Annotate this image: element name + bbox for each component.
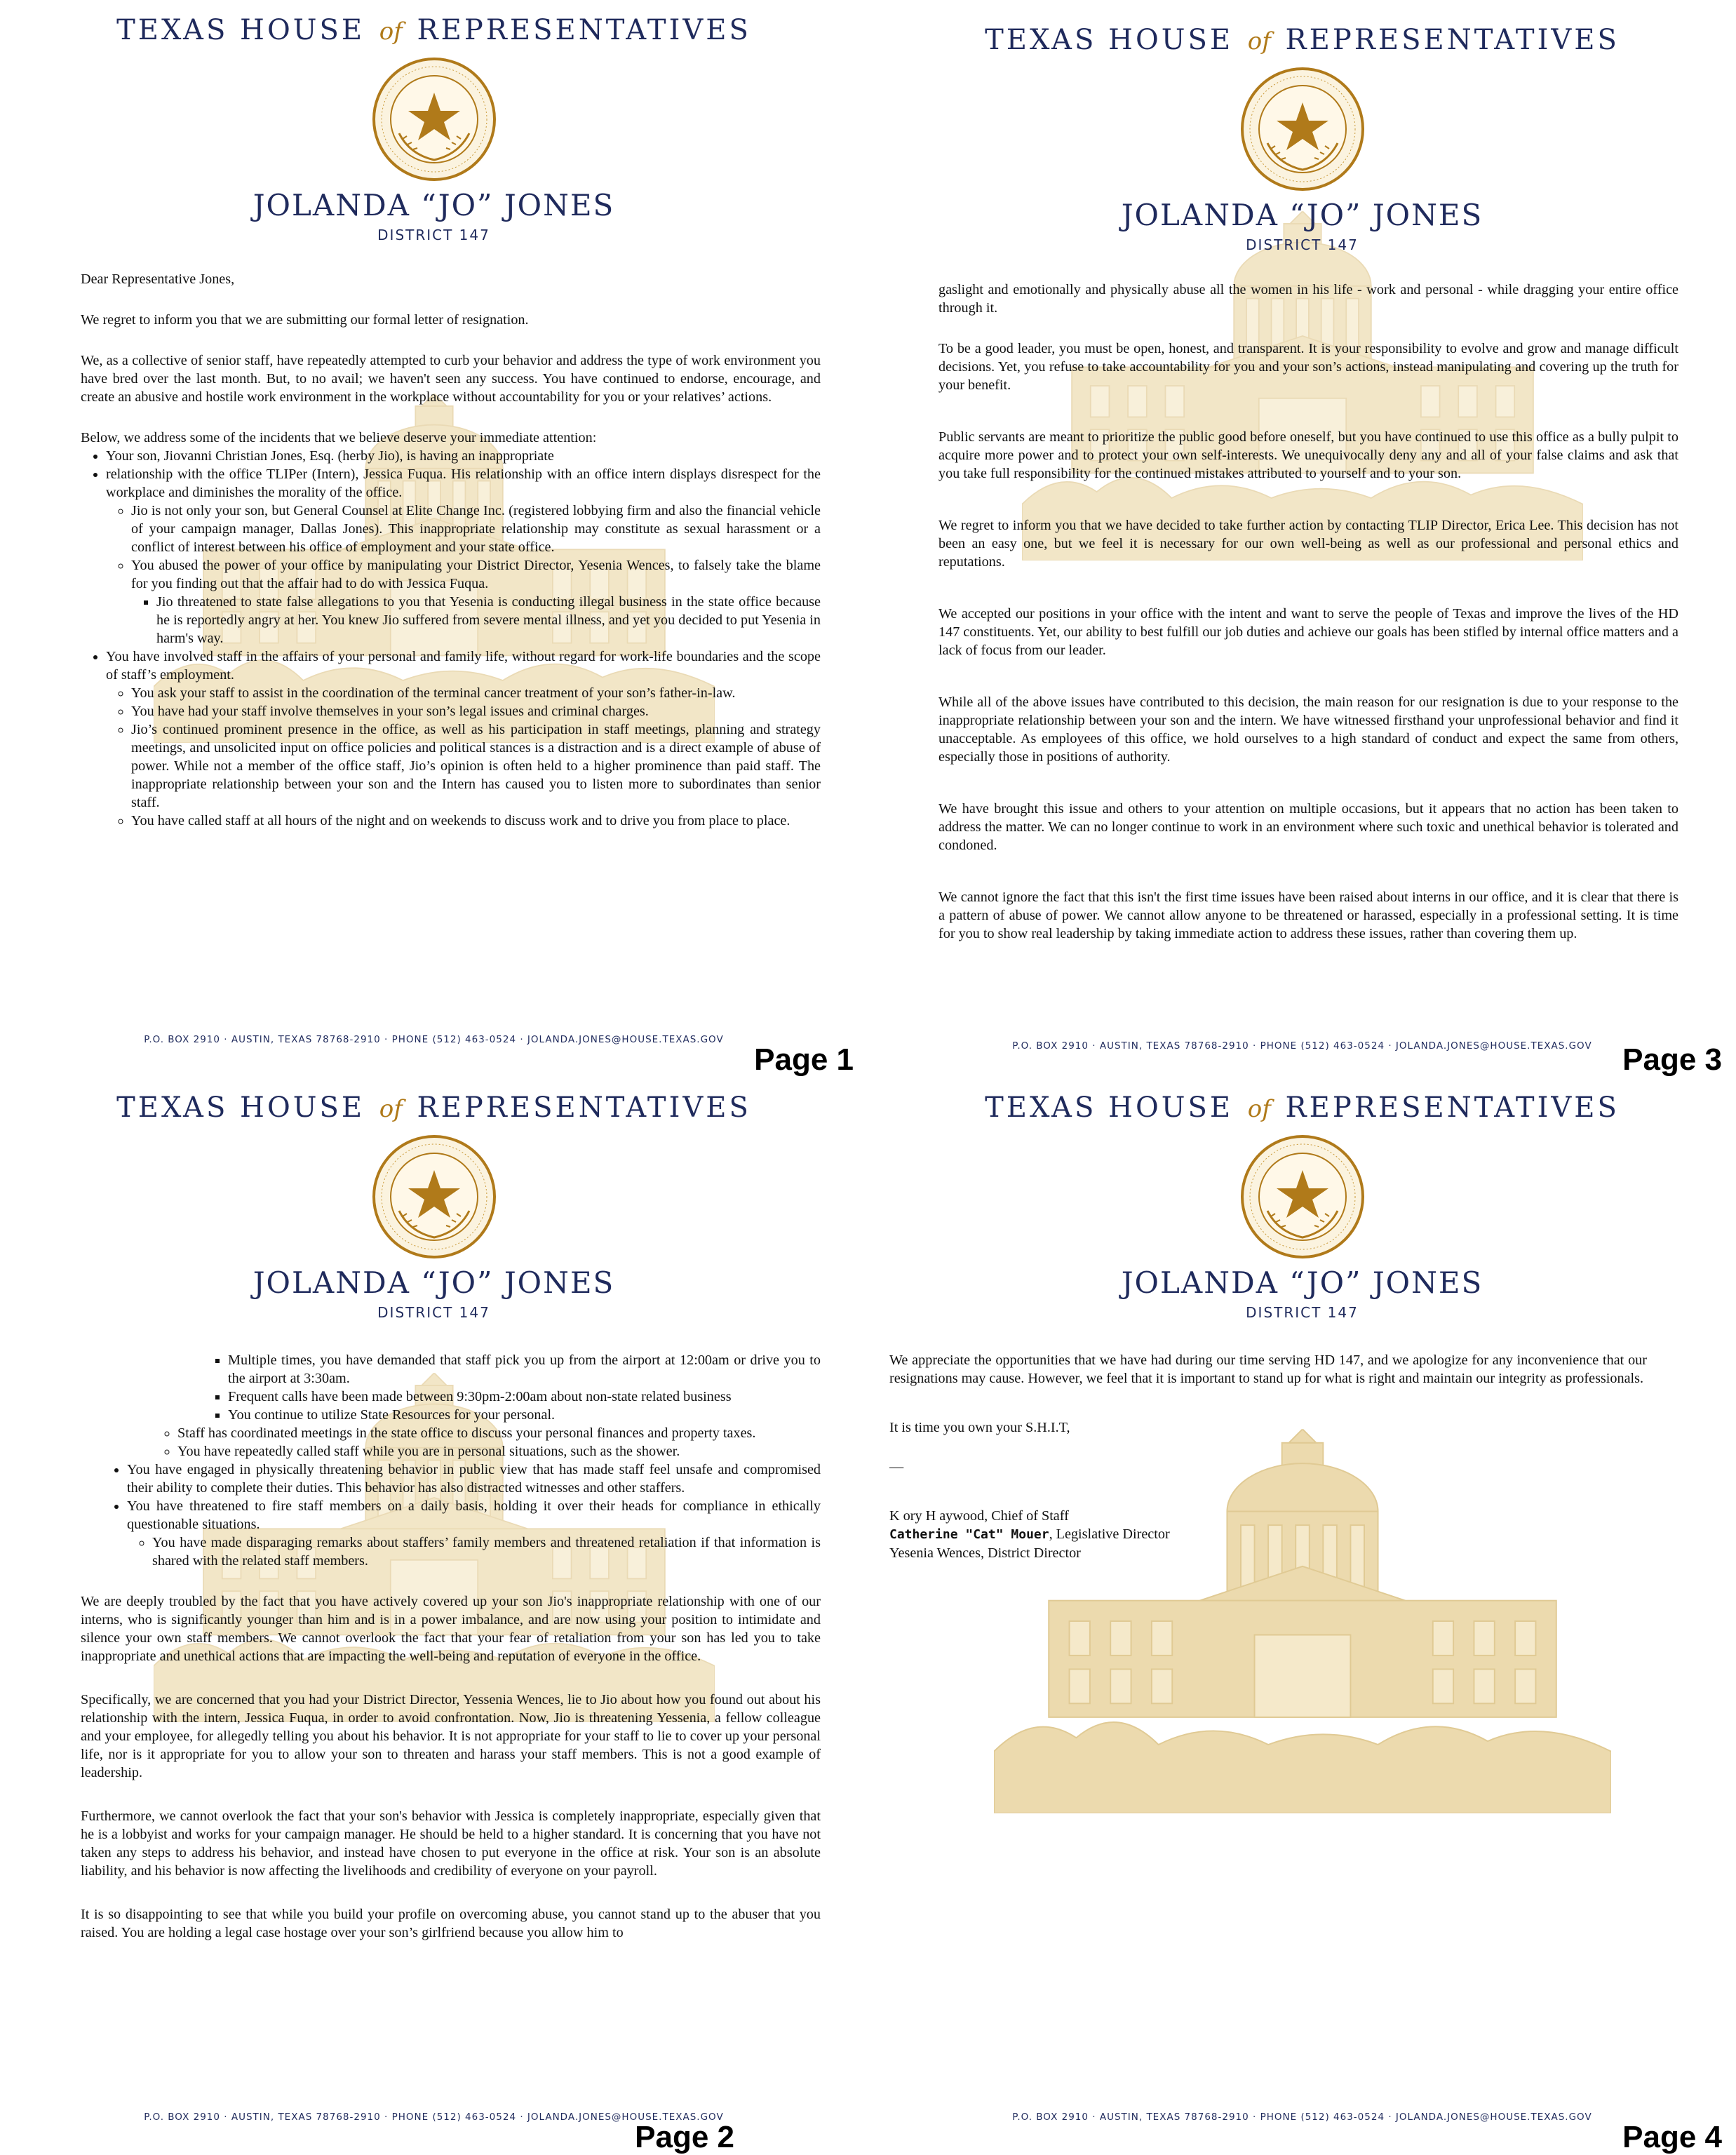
paragraph: We cannot ignore the fact that this isn't the first time issues have been raised about interns in our office, and it is clear that there is a pattern of abuse of power. We cannot allow anyone to be threatened or harassed, especially in a professional setting. It is time for you to show real leadership by taking immediate action to address these issues, rather than covering them up. — [938, 889, 1678, 941]
list-item: • relationship with the office TLIPer (Intern), Jessica Fuqua. His relationship with an office intern displays disrespect for the workplace and diminishes the morality of the office. ◦ Jio is not only your son, but General Counsel at Elite Change Inc. (registered lobbying firm and also the financial vehicle of your campaign manager, Dallas Jones). This inappropriate relationship may constitute as sexual harassment or a conflict of interest between his office of employment and your state office. ◦ You abused the power of your office by manipulating your District Director, Yesenia Wences, to falsely take the blame for you finding out that the affair had to do with Jessica Fuqua. ▪ Jio threatened to state false allegations to you that Yesenia is conducting illegal business in the state office because he is reportedly angry at her. You knew Jio suffered from severe mental illness, and yet you decided to put Yesenia in harm's way. — [106, 465, 821, 647]
texas-seal-icon — [1239, 66, 1366, 192]
house-title: TEXAS HOUSE of REPRESENTATIVES — [116, 1092, 751, 1124]
list-item: ◦ You have made disparaging remarks about staffers’ family members and threatened retaliation if that information is shared with the related staff members. — [152, 1533, 821, 1570]
letter-page-4 — [868, 1078, 1736, 2155]
list-item: ◦ You ask your staff to assist in the coordination of the terminal cancer treatment of your son’s father-in-law. — [131, 684, 821, 702]
paragraph: We, as a collective of senior staff, have repeatedly attempted to curb your behavior and address the type of work environment you have bred over the last month. But, to no avail; we haven't seen any success. You have continued to endorse, encourage, and create an abusive and hostile work environment in the workplace without accountability for you or your relatives’ actions. — [81, 353, 821, 405]
list-item: • You have involved staff in the affairs of your personal and family life, without regard for work-life boundaries and the scope of staff’s employment. ◦ You ask your staff to assist in the coordination of the terminal cancer treatment of your son’s father-in-law. ◦ You have had your staff involve themselves in your son’s legal issues and criminal charges. ◦ Jio’s continued prominent presence in the office, as well as his participation in staff meetings, planning and strategy meetings, and unsolicited input on office policies and political stances is a distraction and is a direct example of abuse of power. While not a member of the office staff, Jio’s opinion is often held to a higher prominence than paid staff. The inappropriate relationship between your son and the Intern has caused you to listen more to subordinates than senior staff. ◦ You have called staff at all hours of the night and on weekends to discuss work and to drive you from place to place. — [106, 647, 821, 830]
representative-name: JOLANDA “JO” JONES — [1121, 198, 1483, 232]
letter-body — [81, 270, 821, 830]
district-label: DISTRICT 147 — [1246, 236, 1359, 253]
letterhead — [868, 24, 1736, 253]
incident-list — [81, 447, 821, 830]
list-item: • Your son, Jiovanni Christian Jones, Esq. (herby Jio), is having an inappropriate — [106, 447, 821, 465]
list-item: ◦ You have had your staff involve themselves in your son’s legal issues and criminal charges. — [131, 702, 821, 720]
signatory: K ory H aywood, Chief of Staff — [889, 1508, 1069, 1524]
paragraph: Furthermore, we cannot overlook the fact that your son's behavior with Jessica is completely inappropriate, especially given that he is a lobbyist and works for your campaign manager. He should be held to a higher standard. It is concerning that you have not taken any steps to address his behavior, and instead have chosen to put everyone in the office at risk. Your son is an absolute liability, and his behavior is now affecting the livelihoods and credibility of everyone on your payroll. — [81, 1808, 821, 1879]
district-label: DISTRICT 147 — [1246, 1304, 1359, 1321]
page-label: Page 1 — [754, 1042, 854, 1077]
paragraph: We have brought this issue and others to your attention on multiple occasions, but it appears that no action has been taken to address the matter. We can no longer continue to work in an environment where such toxic and unethical behavior is tolerated and condoned. — [938, 801, 1678, 853]
signatory: Catherine "Cat" Mouer, Legislative Director — [889, 1526, 1170, 1542]
list-item: ▪ Jio threatened to state false allegations to you that Yesenia is conducting illegal business in the state office because he is reportedly angry at her. You knew Jio suffered from severe mental illness, and yet you decided to put Yesenia in harm's way. — [156, 593, 821, 647]
texas-seal-icon — [371, 1134, 497, 1260]
letter-body — [81, 1351, 821, 1964]
incident-list — [81, 1351, 821, 1424]
representative-name: JOLANDA “JO” JONES — [1121, 1266, 1483, 1300]
incident-list — [81, 1424, 821, 1461]
letter-body — [889, 1351, 1647, 1562]
signature-list — [889, 1507, 1647, 1562]
texas-seal-icon — [1239, 1134, 1366, 1260]
letterhead — [0, 1092, 868, 1321]
incident-list — [81, 1461, 821, 1570]
list-item: ◦ Jio’s continued prominent presence in the office, as well as his participation in staff meetings, planning and strategy meetings, and unsolicited input on office policies and political stances is a distraction and is a direct example of abuse of power. While not a member of the office staff, Jio’s opinion is often held to a higher prominence than paid staff. The inappropriate relationship between your son and the Intern has caused you to listen more to subordinates than senior staff. — [131, 720, 821, 812]
page-label: Page 3 — [1622, 1042, 1722, 1077]
letterhead-footer: P.O. BOX 2910 · AUSTIN, TEXAS 78768-2910 · PHONE (512) 463-0524 · JOLANDA.JONES@HOUSE.TEXAS.GOV — [144, 2112, 724, 2123]
letterhead-footer: P.O. BOX 2910 · AUSTIN, TEXAS 78768-2910 · PHONE (512) 463-0524 · JOLANDA.JONES@HOUSE.TEXAS.GOV — [1012, 1040, 1592, 1052]
house-title: TEXAS HOUSE of REPRESENTATIVES — [985, 24, 1620, 56]
district-label: DISTRICT 147 — [377, 1304, 490, 1321]
paragraph: To be a good leader, you must be open, honest, and transparent. It is your responsibility to evolve and grow and manage difficult decisions. Yet, you refuse to take accountability for you and your son’s actions, instead manipulating and covering up the truth for your benefit. — [938, 341, 1678, 393]
letter-page-1 — [0, 0, 868, 1078]
district-label: DISTRICT 147 — [377, 227, 490, 243]
representative-name: JOLANDA “JO” JONES — [253, 188, 615, 222]
paragraph: It is so disappointing to see that while you build your profile on overcoming abuse, you cannot stand up to the abuser that you raised. You are holding a legal case hostage over your son’s girlfriend because you allow him to — [81, 1907, 821, 1940]
salutation: Dear Representative Jones, — [81, 271, 235, 287]
paragraph: We appreciate the opportunities that we have had during our time serving HD 147, and we apologize for any inconvenience that our resignations may cause. However, we feel that it is important to stand up for what is right and maintain our integrity as professionals. — [889, 1352, 1647, 1386]
list-item: ◦ Jio is not only your son, but General Counsel at Elite Change Inc. (registered lobbying firm and also the financial vehicle of your campaign manager, Dallas Jones). This inappropriate relationship may constitute as sexual harassment or a conflict of interest between his office of employment and your state office. — [131, 502, 821, 556]
letterhead-footer: P.O. BOX 2910 · AUSTIN, TEXAS 78768-2910 · PHONE (512) 463-0524 · JOLANDA.JONES@HOUSE.TEXAS.GOV — [1012, 2112, 1592, 2123]
paragraph: We accepted our positions in your office with the intent and want to serve the people of Texas and improve the lives of the HD 147 constituents. Yet, our ability to best fulfill our job duties and achieve our goals has been stifled by internal office matters and a lack of focus from our leader. — [938, 606, 1678, 658]
paragraph: Public servants are meant to prioritize the public good before oneself, but you have continued to use this office as a bully pulpit to acquire more power and to protect your own self-interests. We unequivocally deny any and all of your false claims and ask that you take full responsibility for the continued mistakes attributed to yourself and to your son. — [938, 429, 1678, 481]
signature-line: — — [889, 1459, 904, 1475]
representative-name: JOLANDA “JO” JONES — [253, 1266, 615, 1300]
letter-body — [938, 281, 1678, 965]
letterhead-footer: P.O. BOX 2910 · AUSTIN, TEXAS 78768-2910 · PHONE (512) 463-0524 · JOLANDA.JONES@HOUSE.TEXAS.GOV — [144, 1034, 724, 1045]
letter-page-2 — [0, 1078, 868, 2155]
paragraph: We regret to inform you that we are submitting our formal letter of resignation. — [81, 312, 529, 328]
list-item: ▪ Frequent calls have been made between 9:30pm-2:00am about non-state related business — [228, 1388, 821, 1406]
list-item: ◦ You abused the power of your office by manipulating your District Director, Yesenia Wences, to falsely take the blame for you finding out that the affair had to do with Jessica Fuqua. ▪ Jio threatened to state false allegations to you that Yesenia is conducting illegal business in the state office because he is reportedly angry at her. You knew Jio suffered from severe mental illness, and yet you decided to put Yesenia in harm's way. — [131, 556, 821, 647]
house-title: TEXAS HOUSE of REPRESENTATIVES — [116, 14, 751, 46]
list-item: ◦ Staff has coordinated meetings in the state office to discuss your personal finances and property taxes. — [177, 1424, 821, 1442]
signatory: Yesenia Wences, District Director — [889, 1545, 1081, 1561]
letterhead — [868, 1092, 1736, 1321]
house-title: TEXAS HOUSE of REPRESENTATIVES — [985, 1092, 1620, 1124]
paragraph: Specifically, we are concerned that you had your District Director, Yessenia Wences, lie to Jio about how you found out about his relationship with the intern, Jessica Fuqua, in order to avoid confrontation. Now, Jio is threatening Yessenia, a fellow colleague and your employee, for allegedly telling you about his behavior. It is not appropriate for your staff to lie to cover up your personal life, nor is it appropriate for you to allow your son to threaten and harass your staff members. This is not a good example of leadership. — [81, 1692, 821, 1780]
list-item: ▪ Multiple times, you have demanded that staff pick you up from the airport at 12:00am or drive you to the airport at 3:30am. — [228, 1351, 821, 1388]
list-intro: Below, we address some of the incidents that we believe deserve your immediate attention: — [81, 430, 597, 445]
paragraph: We are deeply troubled by the fact that you have actively covered up your son Jio's inappropriate relationship with one of our interns, who is significantly younger than him and is in a power imbalance, and are now using your position to intimidate and silence your own staff members. We cannot overlook the fact that your fear of retaliation from your son has led you to take inappropriate and unethical actions that are impacting the well-being and reputation of everyone in the office. — [81, 1594, 821, 1664]
list-item: ▪ You continue to utilize State Resources for your personal. — [228, 1406, 821, 1424]
list-item: • You have engaged in physically threatening behavior in public view that has made staff feel unsafe and compromised their ability to complete their duties. This behavior has also distracted witnesses and other staffers. — [127, 1461, 821, 1497]
paragraph: gaslight and emotionally and physically abuse all the women in his life - work and personal - while dragging your entire office through it. — [938, 282, 1678, 316]
closing: It is time you own your S.H.I.T, — [889, 1420, 1070, 1435]
list-item: ◦ You have repeatedly called staff while you are in personal situations, such as the shower. — [177, 1442, 821, 1461]
letter-page-3 — [868, 0, 1736, 1078]
page-label: Page 2 — [635, 2120, 734, 2154]
page-label: Page 4 — [1622, 2120, 1722, 2154]
list-item: • You have threatened to fire staff members on a daily basis, holding it over their heads for compliance in ethically questionable situations. ◦ You have made disparaging remarks about staffers’ family members and threatened retaliation if that information is shared with the related staff members. — [127, 1497, 821, 1570]
list-item: ◦ You have called staff at all hours of the night and on weekends to discuss work and to drive you from place to place. — [131, 812, 821, 830]
letterhead — [0, 14, 868, 243]
paragraph: While all of the above issues have contributed to this decision, the main reason for our resignation is due to your response to the inappropriate relationship between your son and the intern. We have witnessed firsthand your unprofessional behavior and find it unacceptable. As employees of this office, we hold ourselves to a high standard of conduct and expect the same from others, especially those in positions of authority. — [938, 694, 1678, 765]
paragraph: We regret to inform you that we have decided to take further action by contacting TLIP Director, Erica Lee. This decision has not been an easy one, but we feel it is necessary for our own well-being as well as our professional and personal ethics and reputations. — [938, 518, 1678, 570]
texas-seal-icon — [371, 56, 497, 182]
